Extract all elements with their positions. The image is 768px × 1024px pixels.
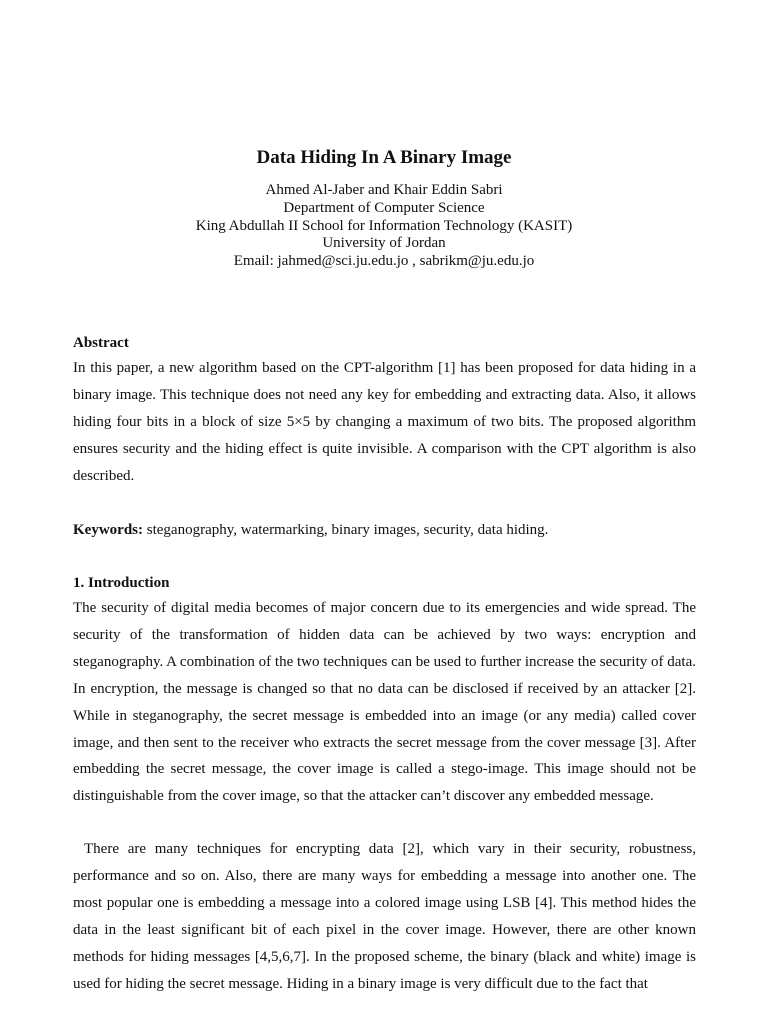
keywords-label: Keywords: <box>73 522 143 538</box>
abstract-heading: Abstract <box>73 335 129 351</box>
abstract-text: In this paper, a new algorithm based on the CPT-algorithm [1] has been proposed for data hiding in a binary image. This technique does not need any key for embedding and extracting data. Also, it allows hiding four bits in a block of size 5×5 by changing a maximum of two bits. The proposed algorithm ensures security and the hiding effect is quite invisible. A comparison with the CPT algorithm is also described. <box>73 360 696 484</box>
author-block <box>0 182 768 271</box>
introduction-paragraph-1: The security of digital media becomes of major concern due to its emergencies and wide spread. The security of the transformation of hidden data can be achieved by two ways: encryption and steganography. A combination of the two techniques can be used to further increase the security of data. In encryption, the message is changed so that no data can be disclosed if received by an attacker [2]. While in steganography, the secret message is embedded into an image (or any media) called cover image, and then sent to the receiver who extracts the secret message from the cover message [3]. After embedding the secret message, the cover image is called a stego-image. This image should not be distinguishable from the cover image, so that the attacker can’t discover any embedded message. <box>73 600 696 805</box>
author-names: Ahmed Al-Jaber and Khair Eddin Sabri <box>265 182 503 198</box>
keywords-text: steganography, watermarking, binary images, security, data hiding. <box>143 522 549 538</box>
paper-title: Data Hiding In A Binary Image <box>256 147 512 168</box>
author-school: King Abdullah II School for Information Technology (KASIT) <box>195 217 573 234</box>
author-email: Email: jahmed@sci.ju.edu.jo , sabrikm@ju.edu.jo <box>233 253 535 270</box>
introduction-paragraph-2: There are many techniques for encrypting data [2], which vary in their security, robustness, performance and so on. Also, there are many ways for embedding a message into another one. The most popular one is embedding a message into a colored image using LSB [4]. This method hides the data in the least significant bit of each pixel in the cover image. However, there are other known methods for hiding messages [4,5,6,7]. In the proposed scheme, the binary (black and white) image is used for hiding the secret message. Hiding in a binary image is very difficult due to the fact that <box>73 841 696 992</box>
author-university: University of Jordan <box>322 235 446 252</box>
keywords-line <box>73 517 696 544</box>
author-department: Department of Computer Science <box>283 199 485 216</box>
introduction-heading: 1. Introduction <box>73 575 170 591</box>
